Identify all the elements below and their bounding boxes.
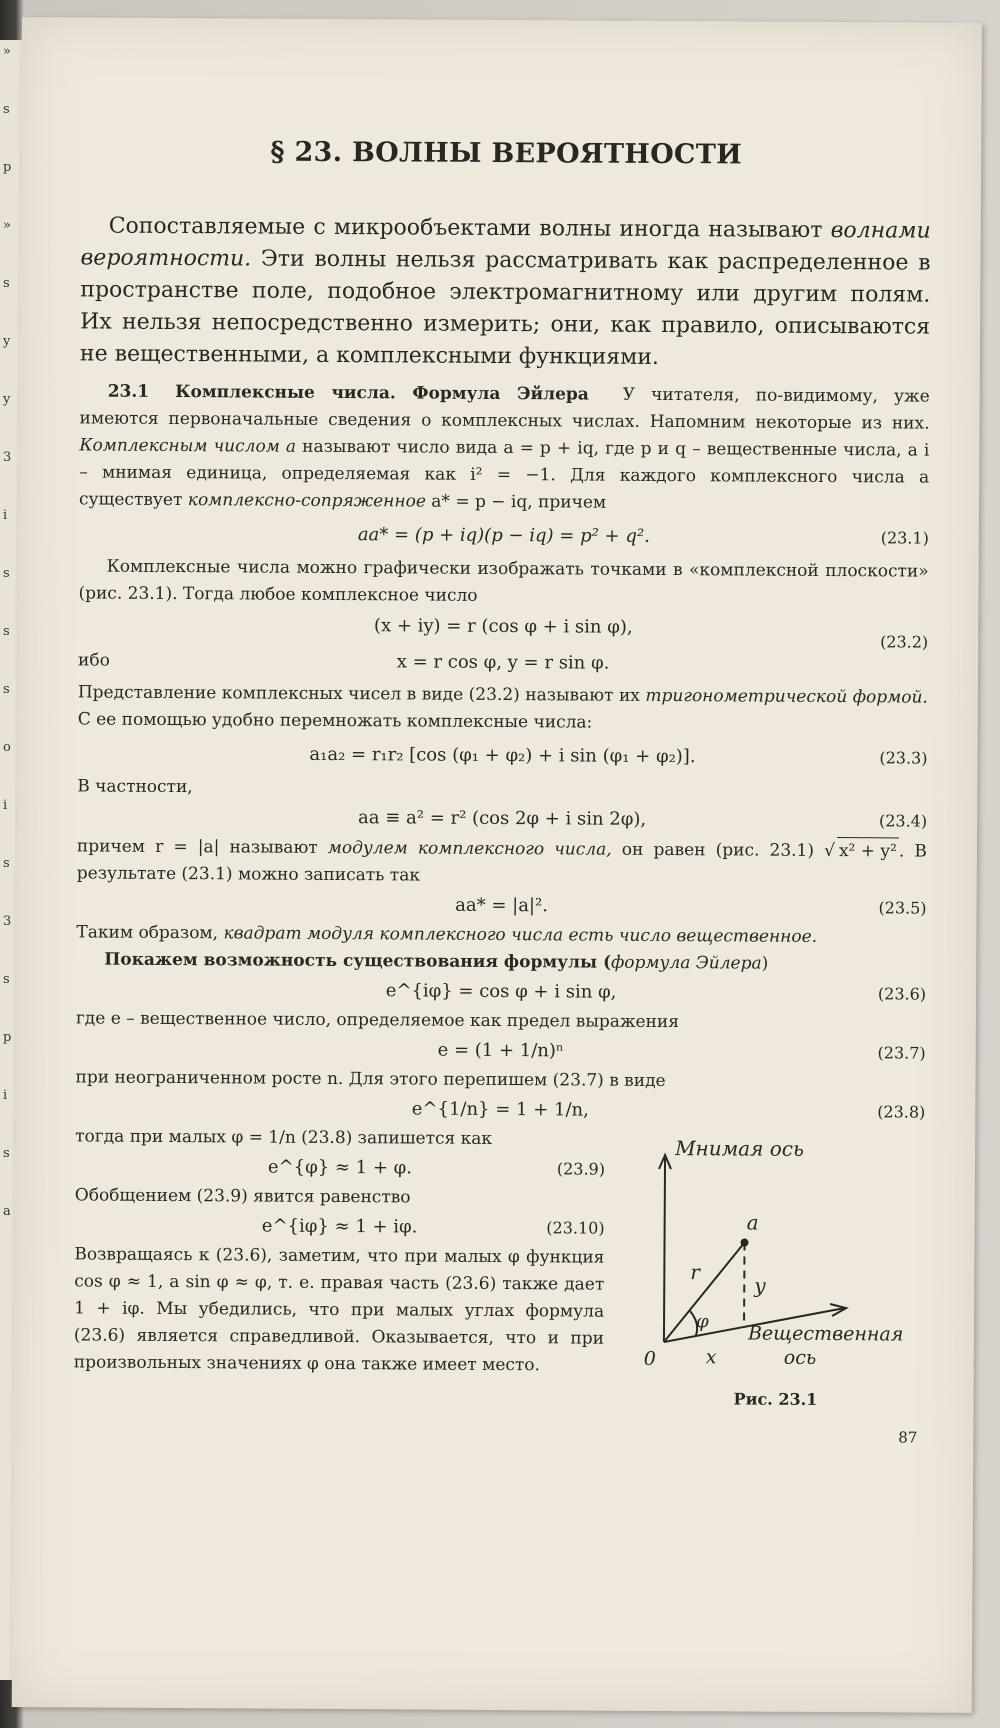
prev-page-fragment: » xyxy=(3,218,11,233)
phi-label: φ xyxy=(695,1311,709,1333)
prev-page-fragment: s xyxy=(3,1146,10,1161)
section-heading: § 23. ВОЛНЫ ВЕРОЯТНОСТИ xyxy=(270,136,743,171)
equation-23-5: aa* = |a|². (23.5) xyxy=(76,887,926,924)
projection-line xyxy=(744,1243,745,1328)
equation-number: (23.6) xyxy=(877,984,927,1004)
equation-23-9: e^{φ} ≈ 1 + φ. (23.9) xyxy=(75,1150,605,1185)
complex-plane-diagram xyxy=(634,1127,926,1389)
prev-page-fragment: s xyxy=(3,102,10,117)
prev-page-fragment: p xyxy=(3,1030,12,1045)
r-label: r xyxy=(690,1260,700,1285)
point-a xyxy=(741,1238,749,1246)
real-axis-label-2: ось xyxy=(783,1346,817,1369)
equation-number: (23.5) xyxy=(878,898,927,918)
generalization-paragraph: Обобщением (23.9) явится равенство xyxy=(74,1185,411,1208)
unbounded-growth-paragraph: при неограниченном росте n. Для этого перепишем (23.7) в виде xyxy=(75,1067,666,1092)
page-content xyxy=(73,135,931,1448)
figure-23-1 xyxy=(633,1127,925,1447)
prev-page-fragment: s xyxy=(3,856,10,871)
prev-page-fragment: 3 xyxy=(3,450,12,465)
intro-paragraph: Сопоставляемые с микрообъектами волны иногда называют волнами вероятности. Эти волны нельзя рассматривать как распределенное в пространстве поле, подобное электромагнитному или другим полям. Их нельзя непосредственно измерить; они, как правило, описываются не вещественными, а комплексными функциями. xyxy=(79,213,931,370)
complex-plane-paragraph: Комплексные числа можно графически изображать точками в «комплексной плоскости» (рис. 23.1). Тогда любое комплексное число xyxy=(78,556,929,606)
imaginary-axis-label: Мнимая ось xyxy=(675,1136,804,1161)
section-23-1-paragraph: 23.1 Комплексные числа. Формула Эйлера У читателя, по-видимому, уже имеются первоначальные сведения о комплексных числах. Напомним некоторые из них. Комплексным числом a называют число вида a = p + iq, где p и q – вещественные числа, а i – мнимая единица, определяемая как i² = −1. Для каждого комплексного числа a существует комплексно-сопряженное a* = p − iq, причем xyxy=(79,381,930,513)
figure-caption: Рис. 23.1 xyxy=(733,1389,818,1409)
equation-number: (23.2) xyxy=(880,632,929,652)
prev-page-fragment: s xyxy=(3,276,10,291)
prev-page-fragment: s xyxy=(3,624,10,639)
equation-23-3: a₁a₂ = r₁r₂ [cos (φ₁ + φ₂) + i sin (φ₁ + φ₂)]. (23.3) xyxy=(77,733,927,778)
equation-23-10: e^{iφ} ≈ 1 + iφ. (23.10) xyxy=(75,1209,605,1244)
prev-page-fragment: » xyxy=(3,44,11,59)
equation-23-6: e^{iφ} = cos φ + i sin φ, (23.6) xyxy=(76,973,926,1010)
conclusion-paragraph: Возвращаясь к (23.6), заметим, что при малых φ функция cos φ ≈ 1, а sin φ ≈ φ, т. е. правая часть (23.6) также дает 1 + iφ. Мы убедились, что при малых углах формула (23.6) является справедливой. Оказывается, что и при произвольных значениях φ она также имеет место. xyxy=(73,1244,605,1376)
prev-page-fragment: y xyxy=(3,334,11,349)
origin-label: 0 xyxy=(643,1347,656,1370)
equation-23-8: e^{1/n} = 1 + 1/n, (23.8) xyxy=(75,1091,925,1128)
subsection-number: 23.1 xyxy=(107,381,150,402)
equation-number: (23.1) xyxy=(880,528,929,548)
prev-page-fragment: p xyxy=(3,160,12,175)
equation-23-2: (x + iy) = r (cos φ + i sin φ), ибо x = r cos φ, y = r sin φ. (23.2) xyxy=(78,615,929,674)
prev-page-fragment: s xyxy=(3,566,10,581)
equation-23-7: e = (1 + 1/n)ⁿ (23.7) xyxy=(76,1032,926,1069)
page-number: 87 xyxy=(898,1428,918,1447)
subsection-title: Комплексные числа. Формула Эйлера xyxy=(175,382,589,405)
e-definition-paragraph: где e – вещественное число, определяемое как предел выражения xyxy=(75,1008,680,1033)
imaginary-axis-line xyxy=(664,1157,665,1342)
equation-number: (23.7) xyxy=(877,1043,926,1063)
equation-number: (23.8) xyxy=(877,1102,926,1122)
y-label: y xyxy=(754,1273,766,1298)
real-axis-label-1: Вещественная xyxy=(747,1322,904,1346)
show-euler-paragraph: Покажем возможность существования формулы (формула Эйлера) xyxy=(104,949,769,974)
prev-page-fragment: o xyxy=(3,740,11,755)
equation-number: (23.9) xyxy=(556,1159,606,1179)
prev-page-fragment: s xyxy=(3,682,10,697)
prev-page-fragment: 3 xyxy=(3,914,12,929)
prev-page-fragment: s xyxy=(3,972,10,987)
lower-section xyxy=(73,1123,925,1448)
equation-number: (23.4) xyxy=(878,811,928,831)
prev-page-fragment: i xyxy=(3,798,8,813)
prev-page-fragment: y xyxy=(3,392,11,407)
book-page xyxy=(12,17,982,1713)
trig-form-paragraph: Представление комплексных чисел в виде (23.2) называют их тригонометрической формой. С ее помощью удобно перемножать комплексные числа: xyxy=(77,682,928,733)
equation-number: (23.3) xyxy=(879,748,928,768)
x-label: x xyxy=(705,1346,717,1369)
lower-text-column xyxy=(74,1123,606,1379)
point-a-label: a xyxy=(746,1210,759,1235)
in-particular-paragraph: В частности, xyxy=(77,776,193,798)
equation-number: (23.10) xyxy=(546,1218,605,1238)
modulus-paragraph: причем r = |a| называют модулем комплексного числа, он равен (рис. 23.1) √ x² + y² . В результате (23.1) можно записать так xyxy=(76,836,927,886)
prev-page-fragment: i xyxy=(3,1088,8,1103)
thus-paragraph: Таким образом, квадрат модуля комплексного числа есть число вещественное. xyxy=(76,922,818,947)
prev-page-fragment: i xyxy=(3,508,8,523)
prev-page-fragment: a xyxy=(3,1204,11,1219)
equation-23-4: aa ≡ a² = r² (cos 2φ + i sin 2φ), (23.4) xyxy=(77,800,927,837)
equation-23-1: aa* = (p + iq)(p − iq) = p² + q². (23.1) xyxy=(79,513,929,558)
small-phi-paragraph: тогда при малых φ = 1/n (23.8) запишется как xyxy=(75,1126,493,1149)
